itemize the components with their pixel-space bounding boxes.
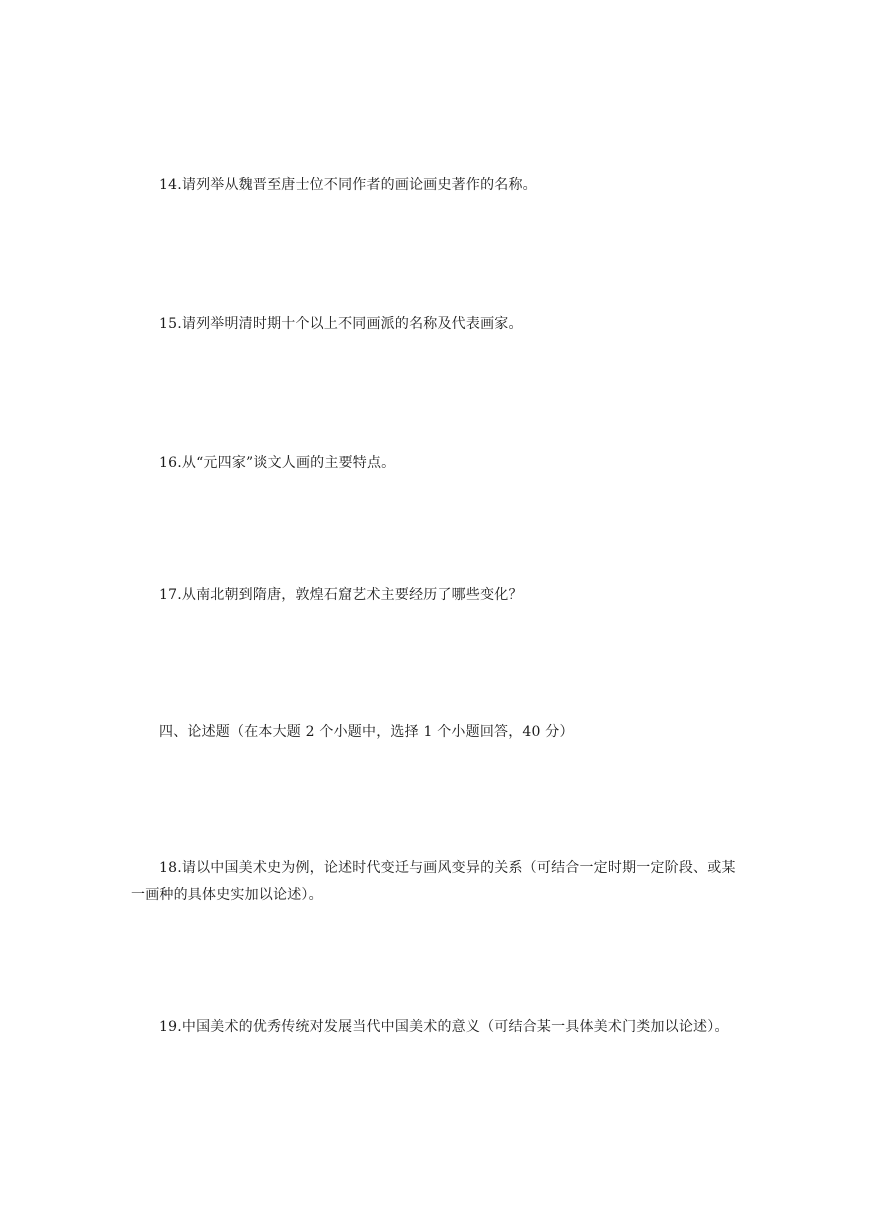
section-4-heading: 四、论述题（在本大题 2 个小题中，选择 1 个小题回答，40 分） — [159, 724, 574, 740]
question-19: 19.中国美术的优秀传统对发展当代中国美术的意义（可结合某一具体美术门类加以论述）。 — [159, 1019, 729, 1035]
question-15: 15.请列举明清时期十个以上不同画派的名称及代表画家。 — [159, 316, 523, 332]
question-16: 16.从“元四家”谈文人画的主要特点。 — [159, 455, 396, 471]
question-17: 17.从南北朝到隋唐，敦煌石窟艺术主要经历了哪些变化？ — [159, 587, 523, 603]
question-14: 14.请列举从魏晋至唐士位不同作者的画论画史著作的名称。 — [159, 177, 537, 193]
question-18: 18.请以中国美术史为例，论述时代变迁与画风变异的关系（可结合一定时期一定阶段、或某一画种的具体史实加以论述）。 — [131, 860, 736, 903]
